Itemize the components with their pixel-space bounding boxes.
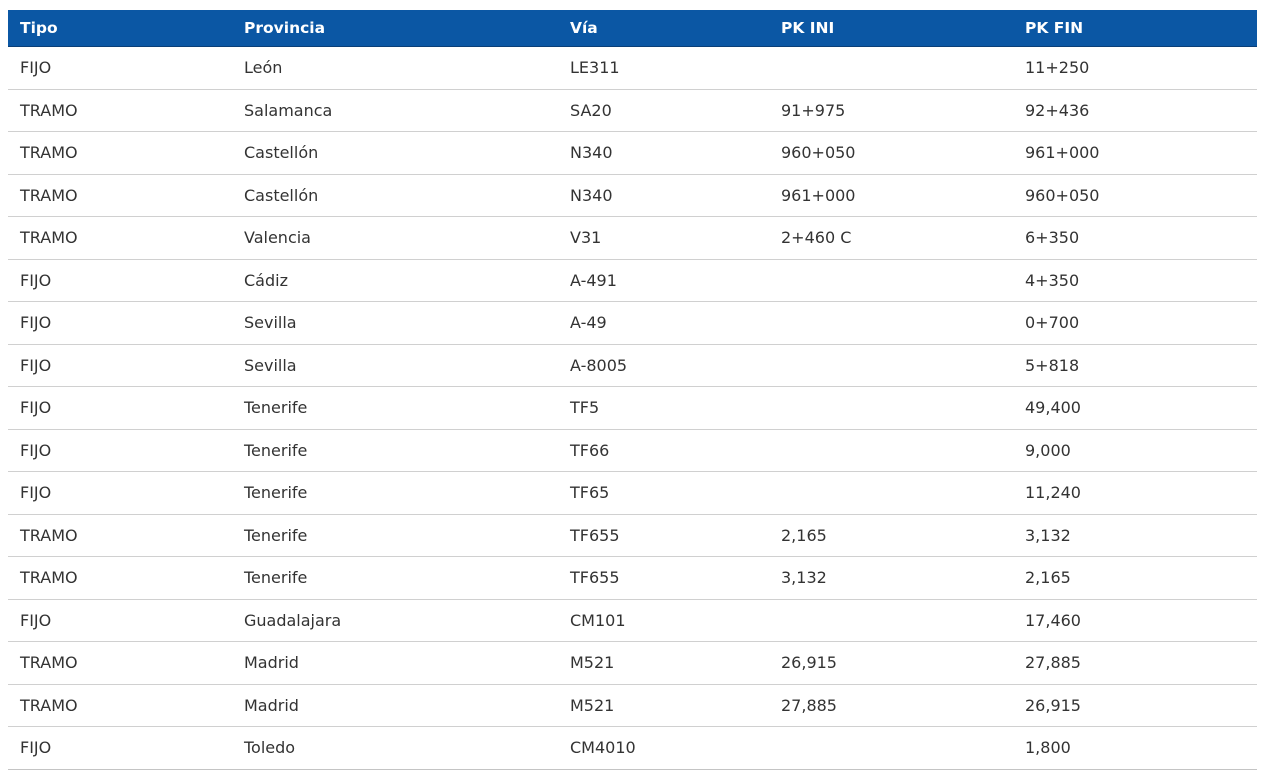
table-header [8,10,1257,47]
table-row [8,174,1257,217]
pk-ini-cell: 91+975 [769,89,1013,132]
tipo-cell: TRAMO [8,89,232,132]
column-header-provincia[interactable]: Provincia [232,10,558,47]
pk-ini-cell: 960+050 [769,132,1013,175]
pk-fin-cell: 0+700 [1013,302,1257,345]
radar-table [8,10,1257,770]
pk-ini-cell [769,727,1013,770]
via-cell: CM101 [558,599,769,642]
pk-fin-cell: 9,000 [1013,429,1257,472]
tipo-cell: FIJO [8,259,232,302]
table-header-row [8,10,1257,47]
pk-fin-cell: 960+050 [1013,174,1257,217]
provincia-cell: Castellón [232,174,558,217]
table-row [8,429,1257,472]
tipo-cell: TRAMO [8,132,232,175]
via-cell: TF66 [558,429,769,472]
provincia-cell: Cádiz [232,259,558,302]
pk-ini-cell: 3,132 [769,557,1013,600]
column-header-tipo[interactable]: Tipo [8,10,232,47]
provincia-cell: Madrid [232,642,558,685]
via-cell: TF655 [558,514,769,557]
via-cell: M521 [558,684,769,727]
provincia-cell: Tenerife [232,429,558,472]
pk-ini-cell [769,599,1013,642]
tipo-cell: TRAMO [8,174,232,217]
tipo-cell: FIJO [8,47,232,90]
table-row [8,599,1257,642]
pk-ini-cell [769,259,1013,302]
pk-ini-cell [769,387,1013,430]
tipo-cell: FIJO [8,302,232,345]
provincia-cell: Valencia [232,217,558,260]
provincia-cell: Sevilla [232,302,558,345]
column-header-pk-fin[interactable]: PK FIN [1013,10,1257,47]
pk-fin-cell: 11,240 [1013,472,1257,515]
table-body [8,47,1257,770]
via-cell: N340 [558,174,769,217]
pk-fin-cell: 5+818 [1013,344,1257,387]
via-cell: TF5 [558,387,769,430]
via-cell: SA20 [558,89,769,132]
pk-ini-cell: 961+000 [769,174,1013,217]
provincia-cell: Tenerife [232,514,558,557]
pk-fin-cell: 961+000 [1013,132,1257,175]
table-row [8,514,1257,557]
table-row [8,642,1257,685]
provincia-cell: Salamanca [232,89,558,132]
pk-ini-cell [769,47,1013,90]
via-cell: A-8005 [558,344,769,387]
via-cell: TF65 [558,472,769,515]
provincia-cell: Guadalajara [232,599,558,642]
column-header-via[interactable]: Vía [558,10,769,47]
table-row [8,47,1257,90]
provincia-cell: Madrid [232,684,558,727]
pk-fin-cell: 11+250 [1013,47,1257,90]
tipo-cell: TRAMO [8,684,232,727]
pk-fin-cell: 1,800 [1013,727,1257,770]
tipo-cell: TRAMO [8,557,232,600]
radar-table-container [8,10,1257,770]
table-row [8,387,1257,430]
provincia-cell: Tenerife [232,557,558,600]
pk-ini-cell [769,344,1013,387]
pk-fin-cell: 6+350 [1013,217,1257,260]
table-row [8,302,1257,345]
provincia-cell: Castellón [232,132,558,175]
via-cell: A-49 [558,302,769,345]
pk-ini-cell: 26,915 [769,642,1013,685]
tipo-cell: TRAMO [8,217,232,260]
tipo-cell: FIJO [8,387,232,430]
pk-ini-cell [769,302,1013,345]
table-row [8,684,1257,727]
via-cell: TF655 [558,557,769,600]
table-row [8,344,1257,387]
pk-ini-cell [769,472,1013,515]
via-cell: CM4010 [558,727,769,770]
provincia-cell: Toledo [232,727,558,770]
pk-ini-cell: 27,885 [769,684,1013,727]
pk-fin-cell: 4+350 [1013,259,1257,302]
table-row [8,89,1257,132]
provincia-cell: León [232,47,558,90]
via-cell: V31 [558,217,769,260]
pk-fin-cell: 2,165 [1013,557,1257,600]
table-row [8,259,1257,302]
pk-ini-cell [769,429,1013,472]
table-row [8,472,1257,515]
provincia-cell: Tenerife [232,387,558,430]
provincia-cell: Sevilla [232,344,558,387]
pk-fin-cell: 26,915 [1013,684,1257,727]
tipo-cell: TRAMO [8,642,232,685]
pk-fin-cell: 49,400 [1013,387,1257,430]
table-row [8,557,1257,600]
via-cell: A-491 [558,259,769,302]
via-cell: M521 [558,642,769,685]
tipo-cell: FIJO [8,429,232,472]
pk-ini-cell: 2+460 C [769,217,1013,260]
table-row [8,217,1257,260]
provincia-cell: Tenerife [232,472,558,515]
pk-fin-cell: 27,885 [1013,642,1257,685]
tipo-cell: FIJO [8,344,232,387]
tipo-cell: FIJO [8,472,232,515]
pk-fin-cell: 3,132 [1013,514,1257,557]
tipo-cell: TRAMO [8,514,232,557]
pk-ini-cell: 2,165 [769,514,1013,557]
tipo-cell: FIJO [8,599,232,642]
column-header-pk-ini[interactable]: PK INI [769,10,1013,47]
pk-fin-cell: 17,460 [1013,599,1257,642]
table-row [8,132,1257,175]
via-cell: N340 [558,132,769,175]
via-cell: LE311 [558,47,769,90]
pk-fin-cell: 92+436 [1013,89,1257,132]
tipo-cell: FIJO [8,727,232,770]
table-row [8,727,1257,770]
